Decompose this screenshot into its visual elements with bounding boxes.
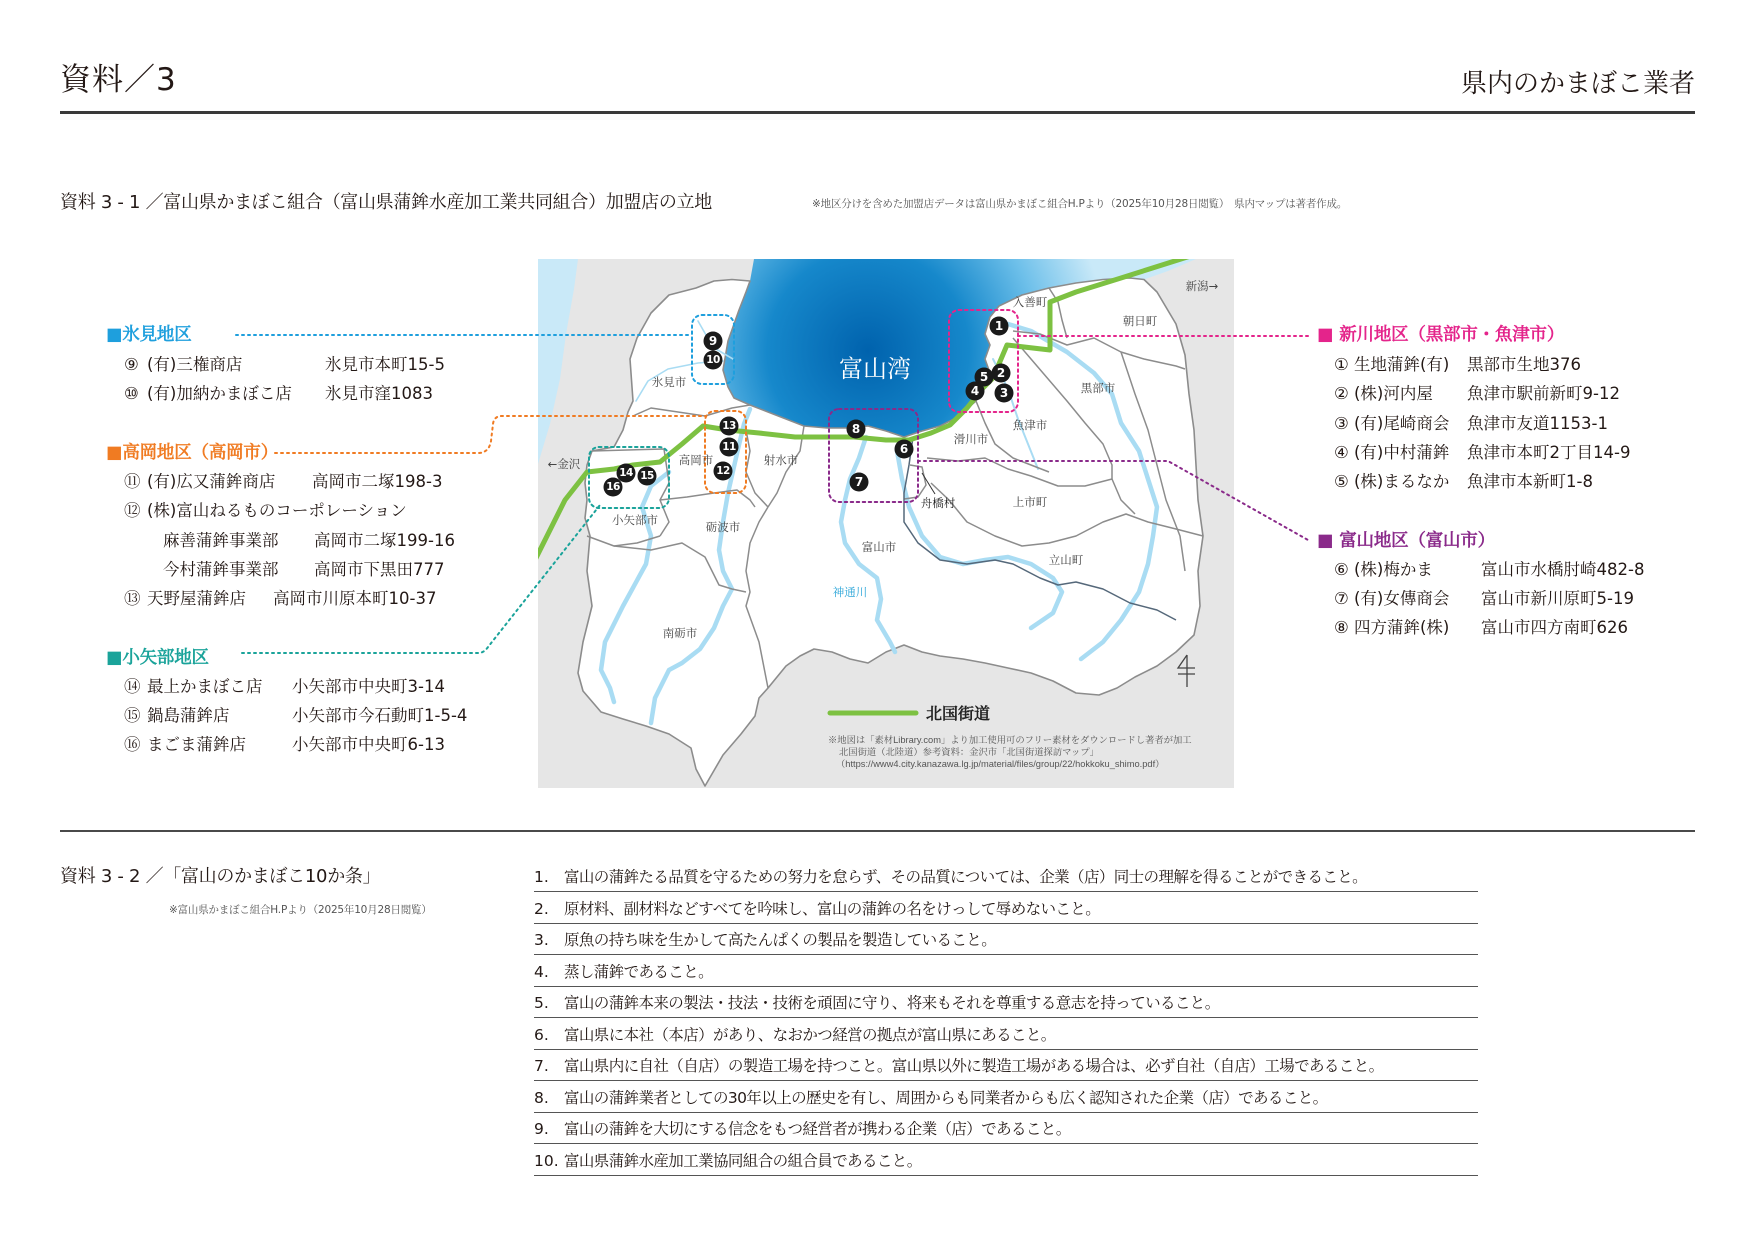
- map-marker-8: [847, 420, 866, 439]
- shop-number: ③: [1334, 414, 1349, 433]
- place-label-asahi: 朝日町: [1122, 314, 1158, 328]
- article-text: 富山の蒲鉾業者としての30年以上の歴史を有し、周囲からも同業者からも広く認知された企業（店）であること。: [564, 1088, 1328, 1107]
- shop-address: 氷見市窪1083: [325, 384, 433, 403]
- article-text: 富山県蒲鉾水産加工業協同組合の組合員であること。: [564, 1151, 922, 1170]
- division-address: 高岡市二塚199-16: [314, 531, 455, 550]
- article-text: 原魚の持ち味を生かして高たんぱくの製品を製造していること。: [564, 931, 997, 949]
- article-text: 富山の蒲鉾たる品質を守るための努力を怠らず、その品質については、企業（店）同士の理解を得ることができること。: [564, 868, 1368, 886]
- svg-text:12: 12: [716, 465, 730, 477]
- bay-label: 富山湾: [839, 355, 911, 383]
- shop-number: ⑩: [124, 384, 139, 403]
- article-number: 5.: [534, 994, 549, 1012]
- shop-name: (株)梅かま: [1354, 560, 1433, 579]
- article-text: 富山県内に自社（自店）の製造工場を持つこと。富山県以外に製造工場がある場合は、必ず自社（自店）工場であること。: [564, 1057, 1384, 1075]
- place-label-tonami: 砺波市: [705, 520, 741, 534]
- article-item: [534, 926, 1478, 955]
- shop-address: 小矢部市中央町3-14: [292, 677, 445, 696]
- shop-number: ⑦: [1334, 589, 1349, 608]
- place-label-kanazawa: ←金沢: [547, 457, 581, 471]
- article-item: [534, 1021, 1478, 1050]
- place-label-imizu: 射水市: [763, 453, 799, 467]
- article-item: [534, 863, 1478, 892]
- river-label-jinzu: 神通川: [832, 585, 868, 599]
- svg-text:4: 4: [970, 384, 980, 398]
- article-item: [534, 958, 1478, 987]
- article-number: 8.: [534, 1088, 549, 1107]
- place-label-funahashi: 舟橋村: [920, 496, 956, 510]
- map-marker-9: [704, 332, 723, 351]
- shop-name: (株)富山ねるものコーポレーション: [147, 501, 407, 520]
- map-footnote-line-2: 北国街道（北陸道）参考資料：金沢市「北国街道探訪マップ」: [839, 747, 1099, 757]
- shop-number: ⑧: [1334, 618, 1349, 637]
- shop-name: (有)尾崎商会: [1354, 414, 1450, 433]
- sea-of-japan-strip: [538, 259, 578, 464]
- shop-address: 高岡市二塚198-3: [312, 472, 443, 491]
- svg-text:10: 10: [706, 354, 720, 366]
- shop-address: 富山市四方南町626: [1481, 618, 1628, 637]
- shop-name: (有)三権商店: [147, 355, 243, 374]
- article-item: [534, 1052, 1478, 1081]
- place-label-nyuzen: 入善町: [1012, 295, 1048, 309]
- place-label-himi: 氷見市: [651, 375, 687, 389]
- section-divider: [60, 830, 1695, 832]
- shop-name: 最上かまぼこ店: [147, 677, 263, 696]
- shop-number: ②: [1334, 384, 1349, 403]
- article-item: [534, 1115, 1478, 1144]
- shop-name: (有)中村蒲鉾: [1354, 443, 1450, 462]
- place-label-niigata: 新潟→: [1185, 279, 1219, 293]
- district-oyabe-header: ■小矢部地区: [106, 648, 209, 668]
- header-divider: [60, 111, 1695, 114]
- map-marker-2: [992, 364, 1011, 383]
- svg-text:8: 8: [851, 422, 861, 436]
- svg-text:9: 9: [708, 334, 718, 348]
- article-text: 蒸し蒲鉾であること。: [564, 962, 714, 981]
- district-toyama-header: ■ 富山地区（富山市）: [1317, 531, 1495, 551]
- section1-note: ※地区分けを含めた加盟店データは富山県かまぼこ組合H.Pより（2025年10月28日閲覧） 県内マップは著者作成。: [812, 198, 1348, 210]
- map-footnote-line-1: ※地図は「素材Library.com」より加工使用可のフリー素材をダウンロードし著者が加工: [828, 735, 1192, 745]
- place-label-tateyama: 立山町: [1048, 553, 1084, 567]
- map-marker-12: [714, 462, 733, 481]
- svg-text:11: 11: [722, 441, 736, 453]
- place-label-kamiichi: 上市町: [1012, 495, 1048, 509]
- map-marker-7: [850, 473, 869, 492]
- place-label-uozu: 魚津市: [1012, 418, 1048, 432]
- shop-name: 天野屋蒲鉾店: [147, 589, 246, 608]
- shop-number: ④: [1334, 443, 1349, 462]
- map-marker-15: [638, 467, 657, 486]
- article-item: [534, 1084, 1478, 1113]
- page-title: 資料／3: [60, 62, 177, 98]
- map-marker-14: [617, 464, 636, 483]
- shop-address: 魚津市本町2丁目14-9: [1467, 443, 1631, 462]
- shop-address: 小矢部市中央町6-13: [292, 735, 445, 754]
- place-label-takaoka: 高岡市: [678, 453, 714, 467]
- svg-text:14: 14: [619, 467, 633, 479]
- article-text: 原材料、副材料などすべてを吟味し、富山の蒲鉾の名をけっして辱めないこと。: [564, 899, 1101, 918]
- shop-address: 魚津市本新町1-8: [1467, 472, 1593, 491]
- svg-text:2: 2: [996, 366, 1006, 380]
- shop-number: ⑥: [1334, 560, 1349, 579]
- place-label-nanto: 南砺市: [662, 626, 698, 640]
- shop-number: ⑪: [124, 472, 141, 491]
- article-number: 9.: [534, 1120, 549, 1138]
- division-name: 麻善蒲鉾事業部: [163, 531, 279, 550]
- article-number: 2.: [534, 899, 549, 918]
- district-niikawa-header: ■ 新川地区（黒部市・魚津市）: [1317, 325, 1565, 345]
- shop-address: 高岡市川原本町10-37: [273, 589, 437, 608]
- article-number: 10.: [534, 1151, 559, 1170]
- map-marker-16: [604, 478, 623, 497]
- place-label-oyabe: 小矢部市: [612, 513, 658, 527]
- svg-text:1: 1: [994, 319, 1004, 333]
- shop-name: (有)加納かまぼこ店: [147, 384, 292, 403]
- shop-address: 小矢部市今石動町1-5-4: [292, 706, 468, 725]
- place-label-kurobe: 黒部市: [1080, 381, 1116, 395]
- article-item: [534, 989, 1478, 1018]
- shop-address: 魚津市駅前新町9-12: [1467, 384, 1620, 403]
- shop-name: まごま蒲鉾店: [147, 735, 246, 754]
- map-marker-3: [995, 384, 1014, 403]
- shop-name: (有)広又蒲鉾商店: [147, 472, 276, 491]
- section1-title: 資料 3 - 1 ／富山県かまぼこ組合（富山県蒲鉾水産加工業共同組合）加盟店の立地: [60, 192, 712, 213]
- toyama-map: [538, 259, 1234, 788]
- svg-text:5: 5: [979, 370, 989, 384]
- shop-number: ①: [1334, 355, 1349, 374]
- article-number: 6.: [534, 1025, 549, 1044]
- shop-name: 四方蒲鉾(株): [1354, 618, 1450, 637]
- map-marker-10: [704, 351, 723, 370]
- shop-number: ⑨: [124, 355, 139, 374]
- shop-number: ⑤: [1334, 472, 1349, 491]
- division-name: 今村蒲鉾事業部: [163, 560, 279, 579]
- map-marker-13: [720, 417, 739, 436]
- shop-number: ⑮: [124, 706, 141, 725]
- article-number: 7.: [534, 1057, 549, 1075]
- article-number: 1.: [534, 868, 549, 886]
- shop-name: (株)まるなか: [1354, 472, 1450, 491]
- article-number: 4.: [534, 962, 549, 981]
- map-marker-6: [895, 440, 914, 459]
- shop-address: 黒部市生地376: [1467, 355, 1581, 374]
- section2-note: ※富山県かまぼこ組合H.Pより（2025年10月28日閲覧）: [169, 904, 432, 916]
- district-himi-header: ■氷見地区: [106, 325, 192, 345]
- map-footnote-line-3: （https://www4.city.kanazawa.lg.jp/material/files/group/22/hokkoku_shimo.pdf）: [836, 759, 1165, 769]
- shop-name: (有)女傳商会: [1354, 589, 1450, 608]
- svg-text:15: 15: [640, 470, 654, 482]
- shop-number: ⑯: [124, 735, 141, 754]
- svg-text:16: 16: [606, 481, 620, 493]
- shop-number: ⑫: [124, 501, 141, 520]
- shop-name: (株)河内屋: [1354, 384, 1433, 403]
- article-text: 富山県に本社（本店）があり、なおかつ経営の拠点が富山県にあること。: [564, 1025, 1056, 1044]
- section2-title: 資料 3 - 2 ／「富山のかまぼこ10か条」: [60, 866, 381, 887]
- article-text: 富山の蒲鉾本来の製法・技法・技術を頑固に守り、将来もそれを尊重する意志を持っていること。: [564, 994, 1220, 1012]
- map-marker-1: [990, 317, 1009, 336]
- map-svg: [538, 259, 1234, 788]
- svg-text:6: 6: [899, 442, 909, 456]
- svg-text:3: 3: [999, 386, 1009, 400]
- place-label-namerikawa: 滑川市: [953, 432, 989, 446]
- shop-number: ⑬: [124, 589, 141, 608]
- district-takaoka-header: ■高岡地区（高岡市）: [106, 443, 279, 463]
- shop-name: 生地蒲鉾(有): [1354, 355, 1450, 374]
- shop-address: 氷見市本町15-5: [325, 355, 445, 374]
- article-text: 富山の蒲鉾を大切にする信念をもつ経営者が携わる企業（店）であること。: [564, 1120, 1071, 1138]
- shop-address: 富山市水橋肘崎482-8: [1481, 560, 1645, 579]
- page-subtitle: 県内のかまぼこ業者: [1460, 69, 1695, 99]
- article-item: [534, 895, 1478, 924]
- legend-road-label: 北国街道: [926, 704, 991, 723]
- shop-address: 魚津市友道1153-1: [1467, 414, 1608, 433]
- shop-number: ⑭: [124, 677, 141, 696]
- map-marker-11: [720, 438, 739, 457]
- svg-text:13: 13: [722, 420, 736, 432]
- svg-text:7: 7: [854, 475, 864, 489]
- shop-address: 富山市新川原町5-19: [1481, 589, 1634, 608]
- article-item: [534, 1147, 1478, 1176]
- shop-name: 鍋島蒲鉾店: [147, 706, 230, 725]
- place-label-toyama: 富山市: [861, 540, 897, 554]
- division-address: 高岡市下黒田777: [314, 560, 445, 579]
- map-marker-5: [975, 368, 994, 387]
- article-number: 3.: [534, 931, 549, 949]
- north-arrow-icon: [1178, 655, 1195, 687]
